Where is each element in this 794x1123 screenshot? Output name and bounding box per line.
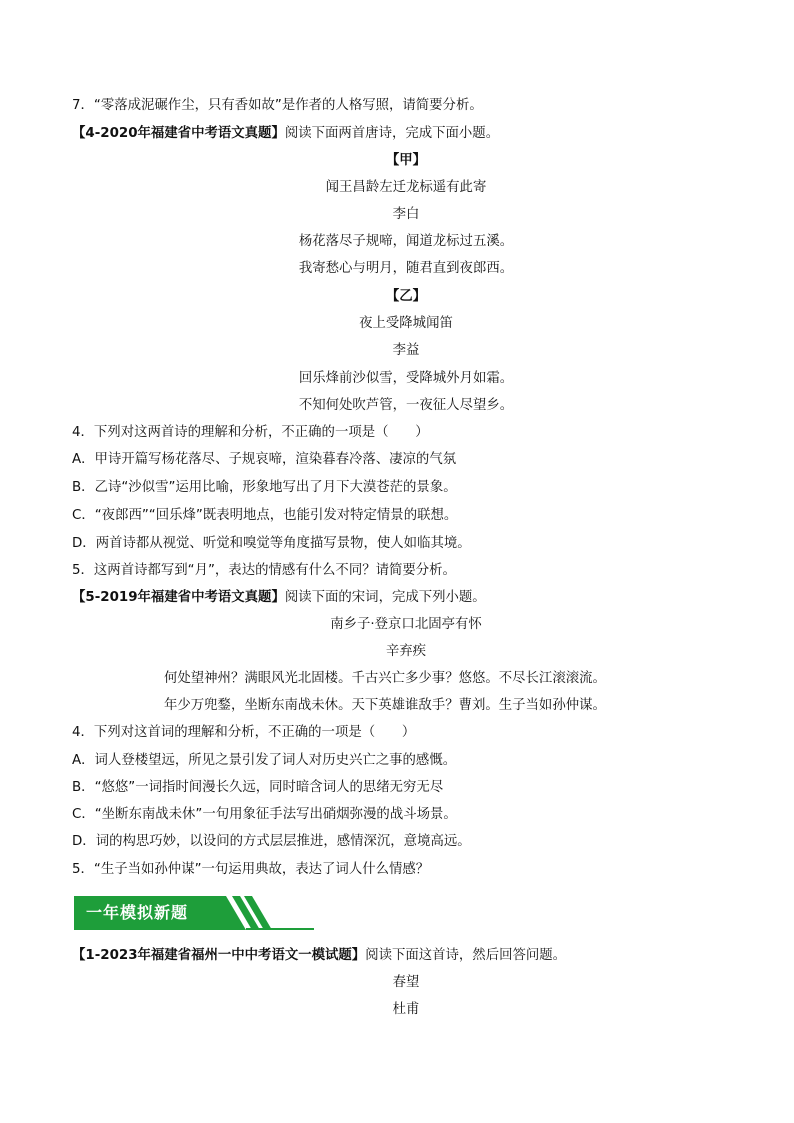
section-5-source: 【5-2019年福建省中考语文真题】 — [72, 590, 285, 605]
poem2-line-1: 回乐烽前沙似雪，受降城外月如霜。 — [298, 371, 514, 386]
section-4-heading — [0, 126, 794, 142]
option-4a-C: C．“夜郎西”“回乐烽”既表明地点，也能引发对特定情景的联想。 — [72, 508, 458, 523]
poem4-title: 春望 — [392, 975, 420, 990]
option-4b-A: A．词人登楼望远，所见之景引发了词人对历史兴亡之事的感慨。 — [72, 753, 457, 768]
poem-label-yi: 【乙】 — [385, 289, 427, 304]
option-4b-B: B．“悠悠”一词指时间漫长久远，同时暗含词人的思绪无穷无尽 — [72, 780, 444, 795]
section-4-instruction: 阅读下面两首唐诗，完成下面小题。 — [284, 126, 500, 141]
question-5b: 5．“生子当如孙仲谋”一句运用典故，表达了词人什么情感？ — [72, 862, 430, 877]
poem4-author: 杜甫 — [392, 1002, 420, 1017]
poem1-author: 李白 — [392, 207, 420, 222]
question-7: 7．“零落成泥碾作尘，只有香如故”是作者的人格写照，请简要分析。 — [72, 98, 483, 113]
poem1-line-1: 杨花落尽子规啼，闻道龙标过五溪。 — [298, 234, 514, 249]
section-4-source: 【4-2020年福建省中考语文真题】 — [72, 126, 285, 141]
section-5-heading — [0, 590, 794, 606]
option-4b-C: C．“坐断东南战未休”一句用象征手法写出硝烟弥漫的战斗场景。 — [72, 807, 457, 822]
question-4b: 4．下列对这首词的理解和分析，不正确的一项是（ ） — [72, 725, 416, 740]
poem1-line-2: 我寄愁心与明月，随君直到夜郎西。 — [298, 261, 514, 276]
section-banner — [74, 896, 314, 930]
poem1-title: 闻王昌龄左迁龙标遥有此寄 — [325, 180, 487, 195]
option-4b-D: D．词的构思巧妙，以设问的方式层层推进，感情深沉，意境高远。 — [72, 834, 471, 849]
option-4a-D: D．两首诗都从视觉、听觉和嗅觉等角度描写景物，使人如临其境。 — [72, 536, 471, 551]
poem2-author: 李益 — [392, 343, 420, 358]
section-1-source: 【1-2023年福建省福州一中中考语文一模试题】 — [72, 948, 366, 963]
question-5a: 5．这两首诗都写到“月”，表达的情感有什么不同？请简要分析。 — [72, 563, 456, 578]
section-1-heading — [0, 948, 794, 964]
option-4a-A: A．甲诗开篇写杨花落尽、子规哀啼，渲染暮春冷落、凄凉的气氛 — [72, 452, 457, 467]
section-1-instruction: 阅读下面这首诗，然后回答问题。 — [365, 948, 567, 963]
section-5-instruction: 阅读下面的宋词，完成下列小题。 — [284, 590, 486, 605]
banner-title: 一年模拟新题 — [86, 903, 189, 922]
poem-label-jia: 【甲】 — [385, 153, 427, 168]
poem2-title: 夜上受降城闻笛 — [359, 316, 453, 331]
question-4a: 4．下列对这两首诗的理解和分析，不正确的一项是（ ） — [72, 425, 429, 440]
poem3-author: 辛弃疾 — [385, 644, 427, 659]
poem2-line-2: 不知何处吹芦管，一夜征人尽望乡。 — [298, 398, 514, 413]
poem3-title: 南乡子·登京口北固亭有怀 — [330, 617, 482, 632]
poem3-line-2: 年少万兜鍪，坐断东南战未休。天下英雄谁敌手？曹刘。生子当如孙仲谋。 — [164, 698, 606, 713]
poem3-line-1: 何处望神州？满眼风光北固楼。千古兴亡多少事？悠悠。不尽长江滚滚流。 — [164, 671, 606, 686]
option-4a-B: B．乙诗“沙似雪”运用比喻，形象地写出了月下大漠苍茫的景象。 — [72, 480, 457, 495]
